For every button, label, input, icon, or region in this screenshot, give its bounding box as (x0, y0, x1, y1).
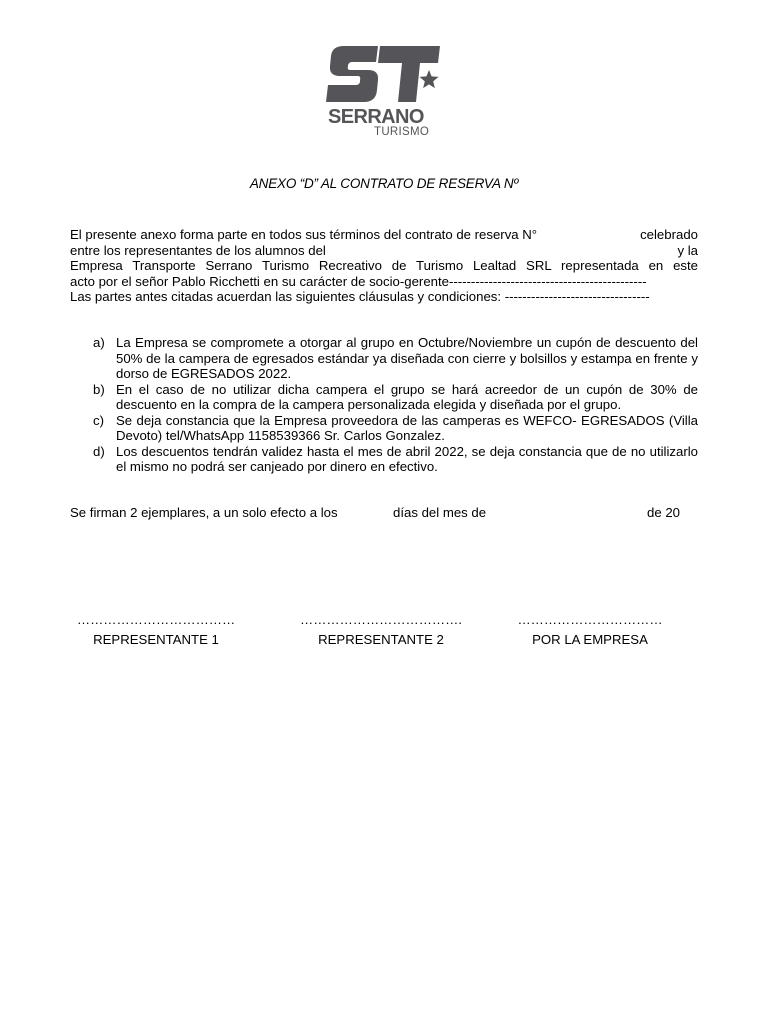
clause-text: Se deja constancia que la Empresa proveedora de las camperas es WEFCO- EGRESADOS (Villa Devoto) tel/WhatsApp 1158539366 Sr. Carlos Gonzalez. (116, 412, 698, 443)
clause-marker: c) (93, 412, 104, 428)
clause-text: Los descuentos tendrán validez hasta el mes de abril 2022, se deja constancia que de no utilizarlo el mismo no podrá ser canjeado por dinero en efectivo. (116, 443, 698, 474)
intro-line-3: Empresa Transporte Serrano Turismo Recreativo de Turismo Lealtad SRL representada en este (70, 258, 698, 274)
intro-line-1-left: El presente anexo forma parte en todos sus términos del contrato de reserva N° (70, 227, 538, 242)
signing-part-3: de 20 (647, 505, 681, 520)
signature-label: REPRESENTANTE 1 (93, 632, 219, 647)
signing-part-2: días del mes de (393, 505, 487, 520)
serrano-turismo-logo (326, 44, 446, 142)
clause-marker: d) (93, 443, 105, 459)
clauses-list (93, 335, 698, 475)
clause-text: En el caso de no utilizar dicha campera el grupo se hará acreedor de un cupón de 30% de descuento en la compra de la campera personalizada elegida y diseñada por el grupo. (116, 381, 698, 412)
clause-marker: a) (93, 335, 105, 350)
list-item (93, 413, 698, 444)
logo-st-mark-icon (326, 44, 442, 106)
signature-line: ……………………………… (76, 612, 236, 627)
logo-name: SERRANO (328, 106, 424, 128)
intro-line-1 (70, 227, 698, 243)
logo-star-icon (420, 70, 439, 88)
signing-statement (70, 505, 690, 521)
signature-block-representative-1 (70, 612, 242, 648)
signature-block-company (510, 612, 670, 648)
signature-line: ………………………………. (300, 612, 462, 627)
signature-block-representative-2 (292, 612, 470, 648)
intro-line-4: acto por el señor Pablo Ricchetti en su carácter de socio-gerente--------------------------------------------- (70, 273, 647, 289)
intro-line-2-left: entre los representantes de los alumnos del (70, 242, 326, 258)
document-title: ANEXO “D” AL CONTRATO DE RESERVA Nº (249, 176, 519, 191)
signing-part-1: Se firman 2 ejemplares, a un solo efecto a los (70, 505, 338, 520)
signature-label: POR LA EMPRESA (532, 632, 648, 647)
signature-label: REPRESENTANTE 2 (318, 632, 444, 647)
intro-line-2-right: y la (677, 242, 698, 258)
intro-paragraph (70, 227, 698, 305)
list-item (93, 335, 698, 382)
intro-line-5: Las partes antes citadas acuerdan las siguientes cláusulas y condiciones: --------------------------------- (70, 289, 650, 305)
intro-line-2 (70, 243, 698, 259)
list-item (93, 382, 698, 413)
clause-marker: b) (93, 381, 105, 397)
list-item (93, 444, 698, 475)
signature-line: …………………………… (517, 612, 663, 627)
intro-line-1-right: celebrado (640, 227, 698, 242)
clause-text: La Empresa se compromete a otorgar al grupo en Octubre/Noviembre un cupón de descuento del 50% de la campera de egresados estándar ya diseñada con cierre y bolsillos y estampa en frente y dorso de EGRESADOS 2022. (116, 335, 698, 381)
logo-subtitle: TURISMO (374, 126, 430, 138)
